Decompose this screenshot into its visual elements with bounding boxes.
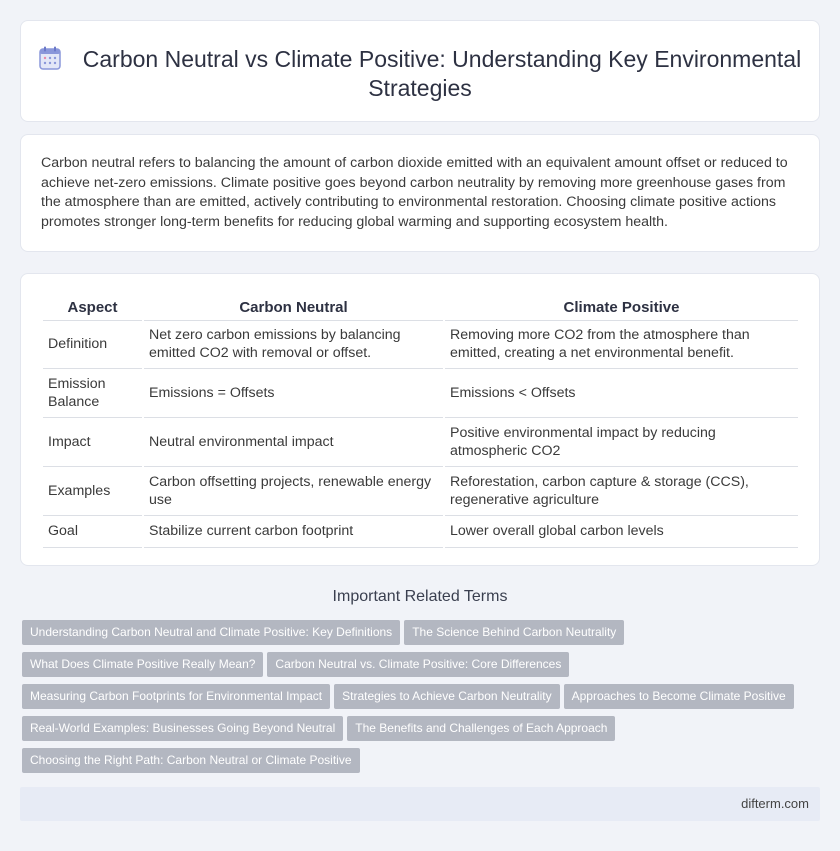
table-row [43,320,798,368]
table-cell: Reforestation, carbon capture & storage (CCS), regenerative agriculture [444,466,798,515]
title-text: Carbon Neutral vs Climate Positive: Understanding Key Environmental Strategies [82,46,802,101]
comparison-table [43,294,798,548]
table-cell-aspect: Definition [43,320,143,368]
table-cell: Emissions < Offsets [444,368,798,417]
related-term-link[interactable]: Real-World Examples: Businesses Going Beyond Neutral [22,716,343,741]
related-terms-title: Important Related Terms [332,588,508,605]
tag-row [22,620,822,652]
column-header: Carbon Neutral [143,294,444,320]
page-title [21,45,819,103]
tag-row [22,716,822,748]
related-term-link[interactable]: The Science Behind Carbon Neutrality [404,620,624,645]
tag-row [22,684,822,716]
calendar-icon [39,46,61,70]
table-row [43,368,798,417]
related-term-link[interactable]: Choosing the Right Path: Carbon Neutral or Climate Positive [22,748,360,773]
table-cell: Stabilize current carbon footprint [143,515,444,547]
related-terms-list [22,620,822,780]
related-term-link[interactable]: The Benefits and Challenges of Each Approach [347,716,615,741]
table-cell: Removing more CO2 from the atmosphere than emitted, creating a net environmental benefit. [444,320,798,368]
table-row [43,515,798,547]
related-term-link[interactable]: Strategies to Achieve Carbon Neutrality [334,684,559,709]
table-row [43,466,798,515]
table-cell: Net zero carbon emissions by balancing emitted CO2 with removal or offset. [143,320,444,368]
table-cell: Lower overall global carbon levels [444,515,798,547]
table-row [43,417,798,466]
related-term-link[interactable]: Approaches to Become Climate Positive [564,684,794,709]
intro-card [20,134,820,252]
comparison-card [20,273,820,566]
table-cell: Positive environmental impact by reducing atmospheric CO2 [444,417,798,466]
table-cell-aspect: Goal [43,515,143,547]
header [21,45,819,103]
table-cell: Emissions = Offsets [143,368,444,417]
related-term-link[interactable]: Understanding Carbon Neutral and Climate Positive: Key Definitions [22,620,400,645]
table-cell-aspect: Impact [43,417,143,466]
intro-paragraph: Carbon neutral refers to balancing the amount of carbon dioxide emitted with an equivalent amount offset or reduced to achieve net-zero emissions. Climate positive goes beyond carbon neutrality by removing more greenhouse gases from the atmosphere than are emitted, actively contributing to environmental restoration. Choosing climate positive actions promotes stronger long-term benefits for reducing global warming and supporting ecosystem health. [41,155,788,230]
table-cell: Neutral environmental impact [143,417,444,466]
related-term-link[interactable]: What Does Climate Positive Really Mean? [22,652,263,677]
header-card [20,20,820,122]
column-header: Aspect [43,294,143,320]
tag-row [22,652,822,684]
table-cell-aspect: Examples [43,466,143,515]
tag-row [22,748,822,780]
table-header-row [43,294,798,320]
footer-site-name[interactable]: difterm.com [741,796,809,811]
table-cell-aspect: Emission Balance [43,368,143,417]
table-cell: Carbon offsetting projects, renewable energy use [143,466,444,515]
related-term-link[interactable]: Measuring Carbon Footprints for Environmental Impact [22,684,330,709]
footer [20,787,820,821]
related-term-link[interactable]: Carbon Neutral vs. Climate Positive: Core Differences [267,652,569,677]
column-header: Climate Positive [444,294,798,320]
